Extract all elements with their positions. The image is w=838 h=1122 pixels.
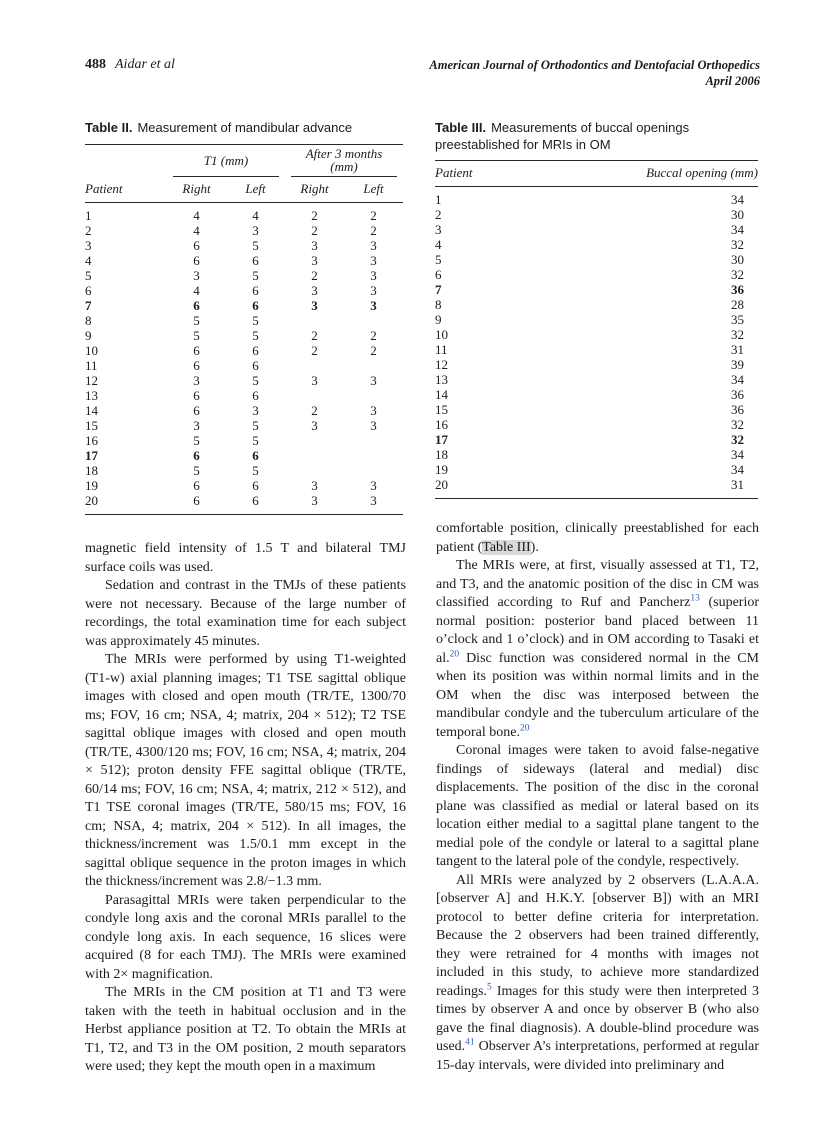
t1-right-cell: 6 bbox=[193, 342, 200, 358]
patient-cell: 2 bbox=[435, 207, 442, 222]
patient-cell: 14 bbox=[435, 387, 448, 402]
buccal-opening-cell: 34 bbox=[731, 222, 744, 237]
page-number: 488 bbox=[85, 57, 106, 72]
t1-left-cell: 5 bbox=[252, 312, 259, 328]
after-left-cell: 3 bbox=[370, 402, 377, 418]
patient-cell: 10 bbox=[435, 327, 448, 342]
t1-left-cell: 6 bbox=[252, 252, 259, 268]
buccal-opening-cell: 32 bbox=[731, 432, 744, 447]
t1-right-column-header: Right bbox=[167, 177, 226, 203]
t1-left-cell: 3 bbox=[252, 222, 259, 238]
table-row bbox=[435, 478, 758, 499]
patient-column-header: Patient bbox=[85, 177, 167, 203]
table-row bbox=[85, 463, 403, 478]
after-left-cell bbox=[344, 463, 403, 478]
t1-right-cell: 6 bbox=[193, 477, 200, 493]
after-left-cell: 3 bbox=[370, 417, 377, 433]
after-right-cell bbox=[285, 358, 344, 373]
after-right-cell: 3 bbox=[311, 492, 318, 508]
t1-left-cell: 6 bbox=[252, 282, 259, 298]
table-row bbox=[85, 253, 403, 268]
t1-left-cell: 5 bbox=[252, 327, 259, 343]
patient-cell: 19 bbox=[85, 477, 98, 493]
after-left-cell bbox=[344, 433, 403, 448]
after-right-cell: 2 bbox=[311, 222, 318, 238]
patient-cell: 16 bbox=[435, 417, 448, 432]
buccal-opening-cell: 36 bbox=[731, 387, 744, 402]
after-right-column-header: Right bbox=[285, 177, 344, 203]
table-row bbox=[85, 313, 403, 328]
patient-cell: 8 bbox=[85, 312, 92, 328]
t1-right-cell: 6 bbox=[193, 237, 200, 253]
t1-right-cell: 3 bbox=[193, 372, 200, 388]
patient-cell: 9 bbox=[435, 312, 442, 327]
after-left-cell: 2 bbox=[370, 222, 377, 238]
t1-left-cell: 6 bbox=[252, 342, 259, 358]
buccal-opening-cell: 31 bbox=[731, 342, 744, 357]
table-row bbox=[85, 493, 403, 514]
buccal-opening-cell: 30 bbox=[731, 252, 744, 267]
after-left-cell: 3 bbox=[370, 237, 377, 253]
table-row bbox=[85, 448, 403, 463]
patient-cell: 6 bbox=[85, 282, 92, 298]
t1-group-header-cell bbox=[167, 144, 285, 177]
t1-left-cell: 5 bbox=[252, 372, 259, 388]
patient-cell: 15 bbox=[85, 417, 98, 433]
body-paragraph: Coronal images were taken to avoid false-negative findings of sideways (lateral and medial) disc displacements. The position of the disc in the coronal plane was classified as medial or lateral based on its location either medial to a sagittal plane tangent to the medial pole of the condyle or lateral to a sagittal plane tangent to the lateral pole of the condyle, respectively. bbox=[436, 743, 759, 869]
patient-cell: 20 bbox=[85, 492, 98, 508]
after-left-column-header: Left bbox=[344, 177, 403, 203]
buccal-opening-cell: 32 bbox=[731, 327, 744, 342]
after-left-cell: 3 bbox=[370, 372, 377, 388]
patient-cell: 1 bbox=[85, 207, 92, 223]
body-paragraph: Sedation and contrast in the TMJs of these patients were not necessary. Because of the large number of recordings, the total examination time for each subject was approximately 45 minutes. bbox=[85, 578, 406, 649]
buccal-opening-cell: 36 bbox=[731, 282, 744, 297]
table-row bbox=[85, 388, 403, 403]
buccal-opening-cell: 32 bbox=[731, 267, 744, 282]
after-right-cell: 3 bbox=[311, 417, 318, 433]
body-paragraph: Parasagittal MRIs were taken perpendicular to the condyle long axis and the coronal MRIs parallel to the condyle long axis. In each sequence, 16 slices were acquired (8 for each TMJ). The MRIs were examined with 2× magnification. bbox=[85, 892, 406, 982]
table-iii-label: Table III. bbox=[435, 120, 487, 135]
patient-cell: 3 bbox=[435, 222, 442, 237]
buccal-opening-cell: 39 bbox=[731, 357, 744, 372]
patient-cell: 16 bbox=[85, 432, 98, 448]
after-right-cell: 3 bbox=[311, 297, 318, 313]
patient-cell: 11 bbox=[435, 342, 448, 357]
t1-right-cell: 5 bbox=[193, 462, 200, 478]
buccal-opening-cell: 32 bbox=[731, 417, 744, 432]
patient-cell: 8 bbox=[435, 297, 442, 312]
table-row bbox=[85, 283, 403, 298]
patient-cell: 10 bbox=[85, 342, 98, 358]
citation-reference-link[interactable]: 20 bbox=[449, 648, 460, 659]
patient-cell: 19 bbox=[435, 462, 448, 477]
after-left-cell: 2 bbox=[370, 207, 377, 223]
patient-cell: 3 bbox=[85, 237, 92, 253]
t1-left-cell: 5 bbox=[252, 237, 259, 253]
after-left-cell bbox=[344, 388, 403, 403]
t1-right-cell: 5 bbox=[193, 432, 200, 448]
buccal-opening-cell: 28 bbox=[731, 297, 744, 312]
buccal-opening-column-header: Buccal opening (mm) bbox=[555, 161, 758, 187]
table-row bbox=[435, 253, 758, 268]
table-row bbox=[435, 298, 758, 313]
t1-left-cell: 5 bbox=[252, 417, 259, 433]
patient-cell: 17 bbox=[435, 432, 448, 447]
after-right-cell: 3 bbox=[311, 237, 318, 253]
t1-left-cell: 6 bbox=[252, 357, 259, 373]
patient-cell: 11 bbox=[85, 357, 98, 373]
after-right-cell bbox=[285, 433, 344, 448]
t1-right-cell: 4 bbox=[193, 222, 200, 238]
table-row bbox=[435, 463, 758, 478]
after-left-cell: 3 bbox=[370, 492, 377, 508]
body-text-left-column bbox=[85, 540, 406, 1077]
after-right-cell: 2 bbox=[311, 402, 318, 418]
table-row bbox=[435, 268, 758, 283]
citation-reference-link[interactable]: 5 bbox=[486, 981, 492, 992]
after-3-months-group-header: After 3 months (mm) bbox=[291, 145, 397, 177]
t1-right-cell: 5 bbox=[193, 312, 200, 328]
after-left-cell: 3 bbox=[370, 477, 377, 493]
t1-left-cell: 5 bbox=[252, 432, 259, 448]
table-row bbox=[85, 373, 403, 388]
table-row bbox=[435, 373, 758, 388]
t1-left-cell: 4 bbox=[252, 207, 259, 223]
table-row bbox=[85, 202, 403, 223]
buccal-opening-cell: 34 bbox=[731, 447, 744, 462]
t1-left-column-header: Left bbox=[226, 177, 285, 203]
table-ii bbox=[85, 144, 403, 515]
after-right-cell bbox=[285, 463, 344, 478]
table-iii-block bbox=[435, 120, 758, 499]
patient-cell: 7 bbox=[85, 297, 92, 313]
t1-right-cell: 6 bbox=[193, 447, 200, 463]
patient-cell: 18 bbox=[435, 447, 448, 462]
t1-right-cell: 3 bbox=[193, 267, 200, 283]
after-right-cell: 2 bbox=[311, 207, 318, 223]
after-right-cell bbox=[285, 313, 344, 328]
after-left-cell: 2 bbox=[370, 327, 377, 343]
table-row bbox=[435, 313, 758, 328]
patient-cell: 15 bbox=[435, 402, 448, 417]
patient-cell: 12 bbox=[85, 372, 98, 388]
table-row bbox=[435, 418, 758, 433]
buccal-opening-cell: 34 bbox=[731, 372, 744, 387]
patient-cell: 4 bbox=[85, 252, 92, 268]
table-row bbox=[85, 223, 403, 238]
after-right-cell: 3 bbox=[311, 372, 318, 388]
t1-right-cell: 6 bbox=[193, 387, 200, 403]
running-head-left bbox=[85, 57, 175, 73]
patient-cell: 6 bbox=[435, 267, 442, 282]
after-right-cell bbox=[285, 448, 344, 463]
empty-header-cell bbox=[85, 144, 167, 177]
buccal-opening-cell: 36 bbox=[731, 402, 744, 417]
patient-cell: 17 bbox=[85, 447, 98, 463]
patient-column-header: Patient bbox=[435, 161, 555, 187]
patient-cell: 18 bbox=[85, 462, 98, 478]
after-left-cell: 3 bbox=[370, 297, 377, 313]
table-ii-title: Measurement of mandibular advance bbox=[137, 120, 353, 135]
buccal-opening-cell: 32 bbox=[731, 237, 744, 252]
table-iii-crossref-link[interactable]: Table III bbox=[482, 539, 531, 555]
buccal-opening-cell: 34 bbox=[731, 462, 744, 477]
table-row bbox=[435, 328, 758, 343]
after-right-cell: 3 bbox=[311, 252, 318, 268]
after-left-cell: 3 bbox=[370, 282, 377, 298]
t1-right-cell: 6 bbox=[193, 297, 200, 313]
buccal-opening-cell: 35 bbox=[731, 312, 744, 327]
patient-cell: 13 bbox=[435, 372, 448, 387]
t1-left-cell: 6 bbox=[252, 447, 259, 463]
body-paragraph: The MRIs were, at first, visually assessed at T1, T2, and T3, and the anatomic position of the disc in CM was classified according to Ruf and Pancherz$^{13}$ (superior normal position: posterior band placed between 11 o’clock and 1 o’clock) and in OM according to Tasaki et al.$^{20}$ Disc function was considered normal in the CM when its position was within normal limits and in the OM when the disc was interposed between the mandibular condyle and the tuberculum articulare of the temporal bone.$^{20}$ bbox=[436, 558, 759, 740]
buccal-opening-cell: 30 bbox=[731, 207, 744, 222]
buccal-opening-cell: 34 bbox=[731, 192, 744, 207]
buccal-opening-cell: 31 bbox=[731, 477, 744, 492]
after-left-cell bbox=[344, 313, 403, 328]
after-left-cell: 3 bbox=[370, 252, 377, 268]
citation-reference-link[interactable]: 13 bbox=[690, 593, 700, 604]
after-right-cell bbox=[285, 388, 344, 403]
after-right-cell: 2 bbox=[311, 327, 318, 343]
table-row bbox=[435, 403, 758, 418]
t1-right-cell: 6 bbox=[193, 357, 200, 373]
table-row bbox=[85, 328, 403, 343]
table-row bbox=[435, 448, 758, 463]
table-row bbox=[435, 223, 758, 238]
body-paragraph: The MRIs were performed by using T1-weighted (T1-w) axial planning images; T1 TSE sagittal oblique images with closed and open mouth (TR/TE, 1300/70 ms; FOV, 16 cm; NSA, 4; matrix, 204 × 512); T2 TSE sagittal oblique images with closed and open mouth (TR/TE, 4300/120 ms; FOV, 16 cm; NSA, 4; matrix, 204 × 512); proton density FFE sagittal oblique (TR/TE, 60/14 ms; FOV, 16 cm; NSA, 4; matrix, 212 × 512), and T1 TSE coronal images (TR/TE, 580/15 ms; FOV, 16 cm; NSA, 4; matrix, 204 × 512). In all images, the thickness/increment was 1.5/0.1 mm except in the sagittal oblique sequence in the proton images in which the thickness/increment was 2.8/−1.3 mm. bbox=[85, 652, 406, 889]
patient-cell: 7 bbox=[435, 282, 442, 297]
t1-right-cell: 6 bbox=[193, 492, 200, 508]
table-ii-label: Table II. bbox=[85, 120, 133, 135]
after-right-cell: 2 bbox=[311, 342, 318, 358]
after-left-cell: 2 bbox=[370, 342, 377, 358]
body-paragraph: comfortable position, clinically preestablished for each patient (Table III). bbox=[436, 521, 759, 555]
patient-cell: 20 bbox=[435, 477, 448, 492]
table-row bbox=[85, 433, 403, 448]
t1-right-cell: 6 bbox=[193, 252, 200, 268]
citation-reference-link[interactable]: 41 bbox=[465, 1037, 475, 1048]
t1-right-cell: 3 bbox=[193, 417, 200, 433]
table-row bbox=[435, 433, 758, 448]
t1-left-cell: 6 bbox=[252, 387, 259, 403]
t1-right-cell: 4 bbox=[193, 207, 200, 223]
after-left-cell bbox=[344, 358, 403, 373]
after-right-cell: 3 bbox=[311, 282, 318, 298]
patient-cell: 2 bbox=[85, 222, 92, 238]
table-row bbox=[85, 268, 403, 283]
table-row bbox=[435, 388, 758, 403]
running-head bbox=[85, 57, 760, 89]
t1-group-header: T1 (mm) bbox=[173, 147, 279, 177]
t1-left-cell: 5 bbox=[252, 462, 259, 478]
table-row bbox=[85, 478, 403, 493]
running-authors: Aidar et al bbox=[115, 57, 175, 72]
body-paragraph: magnetic field intensity of 1.5 T and bilateral TMJ surface coils was used. bbox=[85, 541, 406, 575]
t1-left-cell: 3 bbox=[252, 402, 259, 418]
table-iii-body bbox=[435, 187, 758, 499]
table-ii-block bbox=[85, 120, 403, 515]
table-row bbox=[85, 358, 403, 373]
t1-right-cell: 4 bbox=[193, 282, 200, 298]
journal-issue-date: April 2006 bbox=[705, 74, 760, 88]
patient-cell: 1 bbox=[435, 192, 442, 207]
table-row bbox=[435, 358, 758, 373]
table-row bbox=[85, 298, 403, 313]
body-paragraph: All MRIs were analyzed by 2 observers (L.A.A.A. [observer A] and H.K.Y. [observer B]) with an MRI protocol to better define criteria for interpretation. Because the 2 observers had been trained differently, they were retrained for 4 months with images not included in this study, to achieve more standardized readings.$^5$ Images for this study were then interpreted 3 times by observer A and once by observer B (who also gave the final diagnosis). A double-blind procedure was used.$^{41}$ Observer A’s interpretations, performed at regular 15-day intervals, were divided into preliminary and bbox=[436, 872, 759, 1073]
t1-left-cell: 6 bbox=[252, 492, 259, 508]
patient-cell: 9 bbox=[85, 327, 92, 343]
patient-cell: 5 bbox=[435, 252, 442, 267]
after-right-cell: 2 bbox=[311, 267, 318, 283]
patient-cell: 12 bbox=[435, 357, 448, 372]
after-group-header-cell bbox=[285, 144, 403, 177]
t1-right-cell: 5 bbox=[193, 327, 200, 343]
table-row bbox=[85, 238, 403, 253]
patient-cell: 14 bbox=[85, 402, 98, 418]
table-ii-caption bbox=[85, 120, 403, 137]
table-row bbox=[435, 187, 758, 208]
patient-cell: 13 bbox=[85, 387, 98, 403]
t1-left-cell: 6 bbox=[252, 477, 259, 493]
t1-left-cell: 6 bbox=[252, 297, 259, 313]
body-text-right-column bbox=[436, 520, 759, 1075]
table-row bbox=[85, 403, 403, 418]
table-iii-caption bbox=[435, 120, 758, 153]
after-right-cell: 3 bbox=[311, 477, 318, 493]
after-left-cell: 3 bbox=[370, 267, 377, 283]
patient-cell: 4 bbox=[435, 237, 442, 252]
t1-left-cell: 5 bbox=[252, 267, 259, 283]
table-ii-body bbox=[85, 202, 403, 514]
table-row bbox=[85, 343, 403, 358]
journal-title-block bbox=[429, 57, 760, 89]
after-left-cell bbox=[344, 448, 403, 463]
table-row bbox=[435, 208, 758, 223]
table-row bbox=[435, 238, 758, 253]
body-paragraph: The MRIs in the CM position at T1 and T3 were taken with the teeth in habitual occlusion and in the Herbst appliance position at T2. To obtain the MRIs at T1, T2, and T3 in the OM position, 2 mouth separators were used; they kept the mouth open in a maximum bbox=[85, 985, 406, 1074]
citation-reference-link[interactable]: 20 bbox=[519, 722, 530, 733]
t1-right-cell: 6 bbox=[193, 402, 200, 418]
table-row bbox=[435, 283, 758, 298]
patient-cell: 5 bbox=[85, 267, 92, 283]
table-row bbox=[85, 418, 403, 433]
table-iii bbox=[435, 160, 758, 499]
table-iii-title: Measurements of buccal openings preestablished for MRIs in OM bbox=[435, 120, 690, 152]
journal-title: American Journal of Orthodontics and Dentofacial Orthopedics bbox=[429, 58, 760, 72]
table-row bbox=[435, 343, 758, 358]
